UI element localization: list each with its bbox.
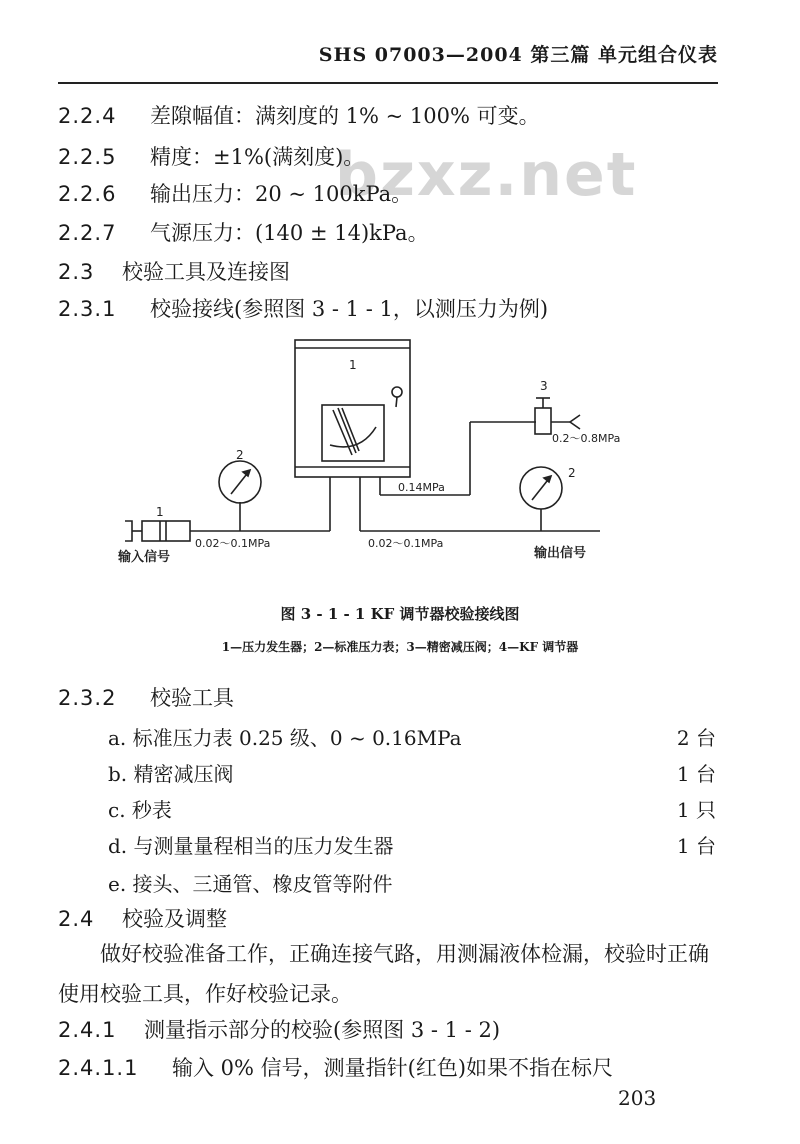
section-text: 测量指示部分的校验(参照图 3 - 1 - 2)	[144, 1018, 501, 1042]
section-number: 2.2.6	[58, 182, 117, 206]
section-number: 2.4.1	[58, 1018, 117, 1042]
label-output-pressure: 0.02～0.1MPa	[368, 537, 444, 550]
regulator-knob	[392, 387, 402, 397]
figure-title: 图 3 - 1 - 1 KF 调节器校验接线图	[280, 605, 520, 623]
label-reducer-number: 3	[540, 379, 548, 393]
section-2-2-6	[58, 178, 412, 208]
page-header: SHS 07003—2004 第三篇 单元组合仪表	[318, 44, 718, 66]
tool-item	[108, 868, 716, 897]
section-number: 2.4.1.1	[58, 1056, 139, 1080]
tool-item	[108, 830, 716, 859]
section-text: 输入 0% 信号，测量指针(红色)如果不指在标尺	[172, 1056, 614, 1080]
section-2-2-7	[58, 217, 429, 247]
tool-quantity: 1 台	[676, 834, 716, 858]
section-text: 精度：±1%(满刻度)。	[150, 145, 365, 169]
section-number: 2.3.1	[58, 297, 117, 321]
tool-item	[108, 722, 716, 751]
section-number: 2.2.7	[58, 221, 117, 245]
section-text: 气源压力：(140 ± 14)kPa。	[150, 221, 429, 245]
body-paragraph: 做好校验准备工作，正确连接气路，用测漏液体检漏，校验时正确使用校验工具，作好校验记录。	[58, 942, 709, 1006]
section-text: 差隙幅值：满刻度的 1% ~ 100% 可变。	[150, 104, 540, 128]
label-output-gauge-number: 2	[568, 466, 576, 480]
section-number: 2.2.5	[58, 145, 117, 169]
section-number: 2.4	[58, 907, 95, 931]
tool-name: e. 接头、三通管、橡皮管等附件	[108, 872, 393, 896]
wiring-diagram	[0, 335, 800, 575]
tool-quantity: 1 只	[676, 798, 716, 822]
section-2-4-1	[58, 1014, 500, 1044]
tool-item	[108, 794, 716, 823]
section-2-3-1	[58, 293, 548, 323]
pressure-generator	[125, 521, 190, 541]
tool-quantity: 2 台	[676, 726, 716, 750]
label-output-signal: 输出信号	[534, 546, 587, 561]
section-text: 校验工具	[150, 686, 234, 710]
section-number: 2.2.4	[58, 104, 117, 128]
section-text: 校验工具及连接图	[122, 260, 290, 284]
output-gauge	[520, 467, 562, 509]
section-2-3-2	[58, 682, 234, 712]
section-2-4-1-1	[58, 1052, 613, 1082]
label-reducer-pressure: 0.2～0.8MPa	[552, 432, 621, 445]
watermark: bzxz.net	[335, 140, 638, 210]
section-2-4	[58, 903, 227, 933]
tool-item	[108, 758, 716, 787]
regulator-display	[322, 405, 384, 461]
section-2-2-5	[58, 141, 364, 171]
section-number: 2.3	[58, 260, 95, 284]
label-input-pressure: 0.02～0.1MPa	[195, 537, 271, 550]
label-input-signal: 输入信号	[118, 550, 171, 565]
tool-name: c. 秒表	[108, 798, 172, 822]
tool-name: b. 精密减压阀	[108, 762, 234, 786]
section-text: 校验及调整	[122, 907, 227, 931]
label-generator-number: 1	[156, 505, 164, 519]
header-rule	[58, 82, 718, 84]
figure-legend: 1—压力发生器；2—标准压力表；3—精密减压阀；4—KF 调节器	[221, 640, 579, 654]
section-text: 校验接线(参照图 3 - 1 - 1，以测压力为例)	[150, 297, 549, 321]
section-number: 2.3.2	[58, 686, 117, 710]
pressure-reducer	[535, 398, 580, 434]
label-supply-pressure: 0.14MPa	[398, 481, 445, 494]
section-text: 输出压力：20 ~ 100kPa。	[150, 182, 413, 206]
label-input-gauge-number: 2	[236, 448, 244, 462]
section-2-2-4	[58, 100, 540, 130]
tool-name: d. 与测量量程相当的压力发生器	[108, 834, 394, 858]
input-gauge	[219, 461, 261, 503]
page-number: 203	[618, 1086, 657, 1110]
section-2-3	[58, 256, 290, 286]
tool-name: a. 标准压力表 0.25 级、0 ~ 0.16MPa	[108, 726, 462, 750]
tool-quantity: 1 台	[676, 762, 716, 786]
label-regulator-number: 1	[349, 358, 357, 372]
